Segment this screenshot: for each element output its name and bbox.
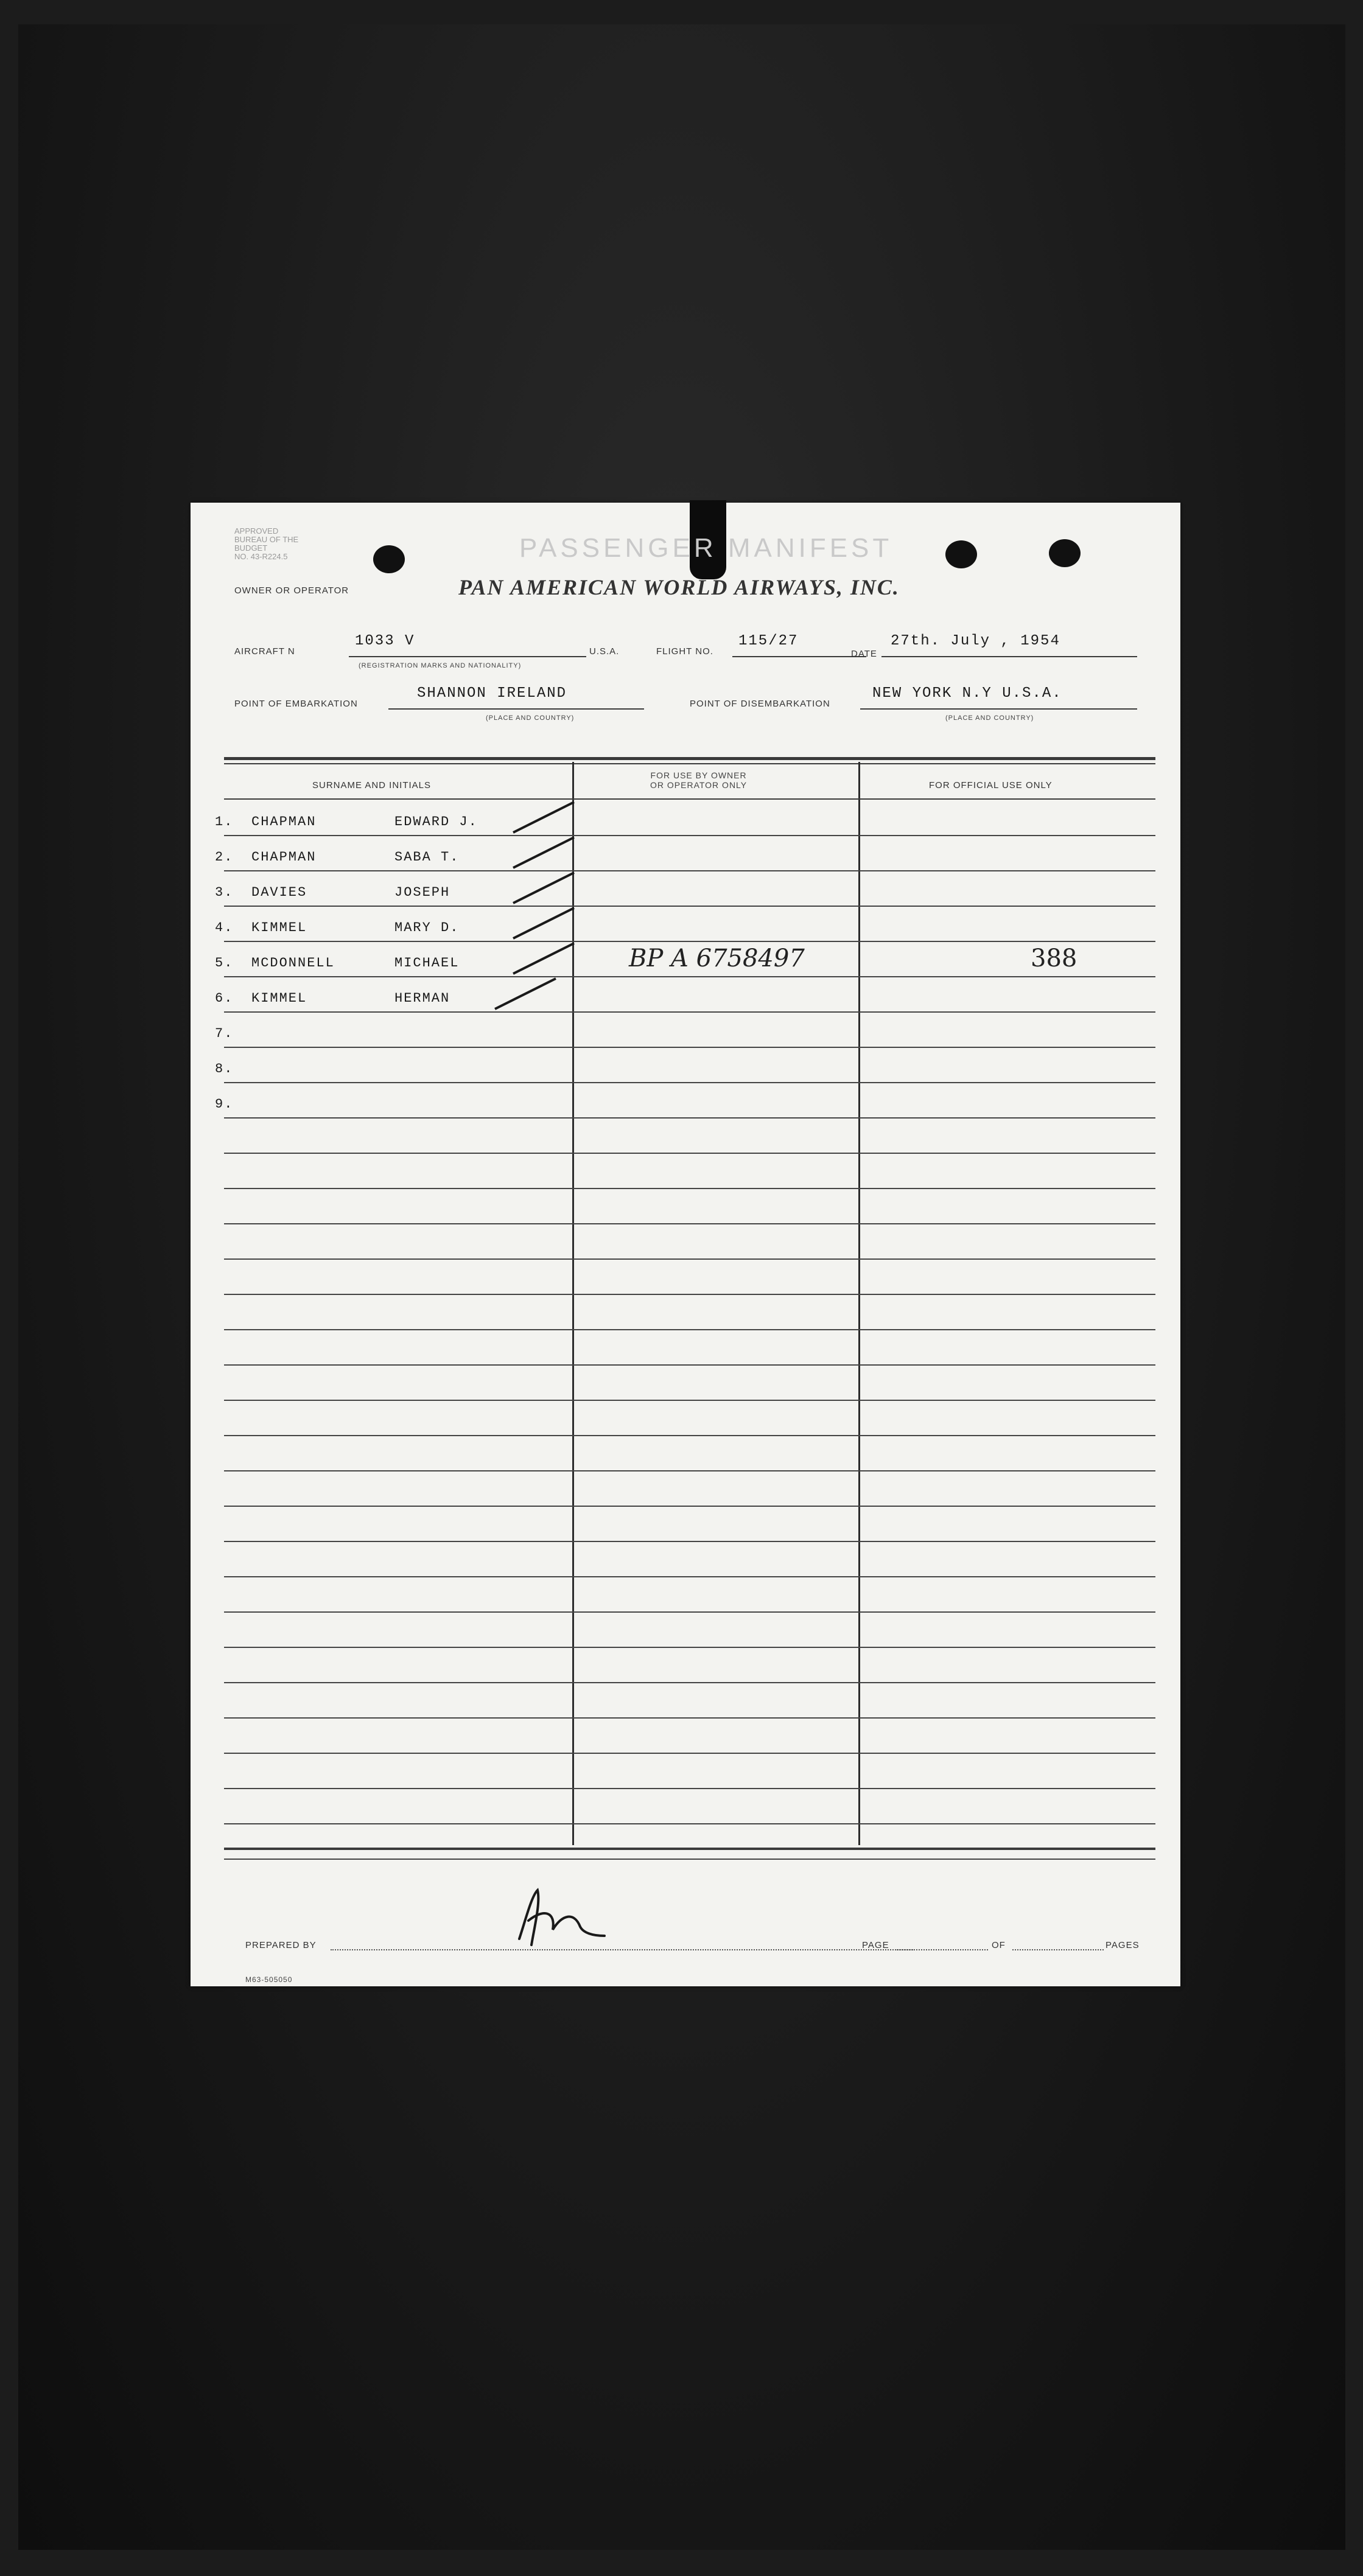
embarkation-sub: (PLACE AND COUNTRY) — [486, 714, 575, 722]
punch-hole — [1049, 539, 1081, 567]
row-number: 7. — [215, 1026, 234, 1041]
signature — [507, 1878, 641, 1951]
row-number: 5. — [215, 955, 234, 971]
date-line — [881, 656, 1137, 657]
row-rule — [224, 1753, 1155, 1754]
table-top-rule-2 — [224, 763, 1155, 764]
row-rule — [224, 906, 1155, 907]
embarkation-line — [388, 708, 644, 710]
aircraft-value: 1033 V — [355, 633, 415, 649]
passenger-surname: KIMMEL — [251, 920, 307, 935]
row-rule — [224, 1470, 1155, 1471]
row-rule — [224, 1294, 1155, 1295]
form-title: PASSENGER MANIFEST — [519, 533, 893, 563]
column-header-owner-line: FOR USE BY OWNER — [650, 770, 747, 780]
company-name: PAN AMERICAN WORLD AIRWAYS, INC. — [458, 575, 900, 599]
row-rule — [224, 1859, 1155, 1860]
row-rule — [224, 1047, 1155, 1048]
aircraft-line — [349, 656, 586, 657]
row-rule — [224, 1011, 1155, 1013]
disembarkation-label: POINT OF DISEMBARKATION — [690, 699, 830, 709]
passenger-surname: DAVIES — [251, 885, 307, 900]
row-rule — [224, 1576, 1155, 1577]
passenger-given-name: MARY D. — [394, 920, 460, 935]
passenger-surname: MCDONNELL — [251, 955, 335, 971]
embarkation-value: SHANNON IRELAND — [417, 685, 567, 702]
passenger-surname: CHAPMAN — [251, 850, 317, 865]
row-number: 2. — [215, 850, 234, 865]
row-number: 3. — [215, 885, 234, 900]
row-rule — [224, 1435, 1155, 1436]
row-number: 8. — [215, 1061, 234, 1077]
punch-hole — [945, 540, 977, 568]
passenger-given-name: HERMAN — [394, 991, 450, 1006]
row-rule — [224, 1541, 1155, 1542]
of-line — [1012, 1949, 1104, 1950]
row-rule — [224, 1329, 1155, 1330]
flight-label: FLIGHT NO. — [656, 646, 713, 657]
stamp-line: BUDGET — [234, 543, 268, 553]
passenger-given-name: SABA T. — [394, 850, 460, 865]
row-rule — [224, 1788, 1155, 1789]
row-number: 9. — [215, 1097, 234, 1112]
column-header-owner — [650, 770, 747, 790]
pages-label: PAGES — [1105, 1940, 1140, 1950]
owner-label: OWNER OR OPERATOR — [234, 585, 349, 596]
row-rule — [224, 1258, 1155, 1260]
row-rule — [224, 1823, 1155, 1824]
passenger-given-name: EDWARD J. — [394, 814, 478, 829]
disembarkation-value: NEW YORK N.Y U.S.A. — [872, 685, 1062, 702]
row-rule — [224, 1400, 1155, 1401]
row-rule — [224, 1506, 1155, 1507]
header-rule — [224, 798, 1155, 800]
row-rule — [224, 1364, 1155, 1366]
table-bottom-rule — [224, 1848, 1155, 1850]
page-line — [897, 1949, 988, 1950]
flight-line — [732, 656, 866, 657]
passenger-given-name: JOSEPH — [394, 885, 450, 900]
row-rule — [224, 1117, 1155, 1119]
embarkation-label: POINT OF EMBARKATION — [234, 699, 358, 709]
disembarkation-sub: (PLACE AND COUNTRY) — [945, 714, 1034, 722]
row-rule — [224, 1188, 1155, 1189]
row-rule — [224, 1153, 1155, 1154]
flight-value: 115/27 — [738, 633, 799, 649]
row-rule — [224, 870, 1155, 871]
approval-stamp — [234, 527, 298, 561]
stamp-line: APPROVED — [234, 526, 279, 536]
page-label: PAGE — [862, 1940, 889, 1950]
date-label: DATE — [851, 649, 877, 659]
usa-label: U.S.A. — [589, 646, 620, 657]
row-rule — [224, 1082, 1155, 1083]
row-number: 4. — [215, 920, 234, 935]
row-rule — [224, 835, 1155, 836]
row-rule — [224, 1717, 1155, 1719]
owner-note: BP A 6758497 — [629, 944, 805, 972]
table-top-rule — [224, 757, 1155, 760]
row-rule — [224, 1611, 1155, 1613]
row-rule — [224, 941, 1155, 942]
punch-hole — [373, 545, 405, 573]
row-number: 6. — [215, 991, 234, 1006]
passenger-surname: KIMMEL — [251, 991, 307, 1006]
prepared-by-label: PREPARED BY — [245, 1940, 317, 1950]
row-number: 1. — [215, 814, 234, 829]
date-value: 27th. July , 1954 — [891, 633, 1060, 649]
column-header-official: FOR OFFICIAL USE ONLY — [929, 780, 1053, 791]
disembarkation-line — [860, 708, 1137, 710]
row-rule — [224, 976, 1155, 977]
column-header-name: SURNAME AND INITIALS — [312, 780, 432, 791]
row-rule — [224, 1682, 1155, 1683]
aircraft-sub: (REGISTRATION MARKS AND NATIONALITY) — [359, 662, 522, 669]
stamp-line: NO. 43-R224.5 — [234, 552, 288, 561]
form-number: M63-505050 — [245, 1975, 293, 1984]
column-header-owner-line: OR OPERATOR ONLY — [650, 780, 748, 790]
row-rule — [224, 1647, 1155, 1648]
official-note: 388 — [1031, 944, 1077, 972]
passenger-surname: CHAPMAN — [251, 814, 317, 829]
of-label: OF — [992, 1940, 1006, 1950]
passenger-given-name: MICHAEL — [394, 955, 460, 971]
aircraft-label: AIRCRAFT N — [234, 646, 295, 657]
manifest-sheet — [191, 503, 1180, 1986]
check-mark — [489, 972, 574, 1015]
stamp-line: BUREAU OF THE — [234, 535, 299, 544]
row-rule — [224, 1223, 1155, 1224]
